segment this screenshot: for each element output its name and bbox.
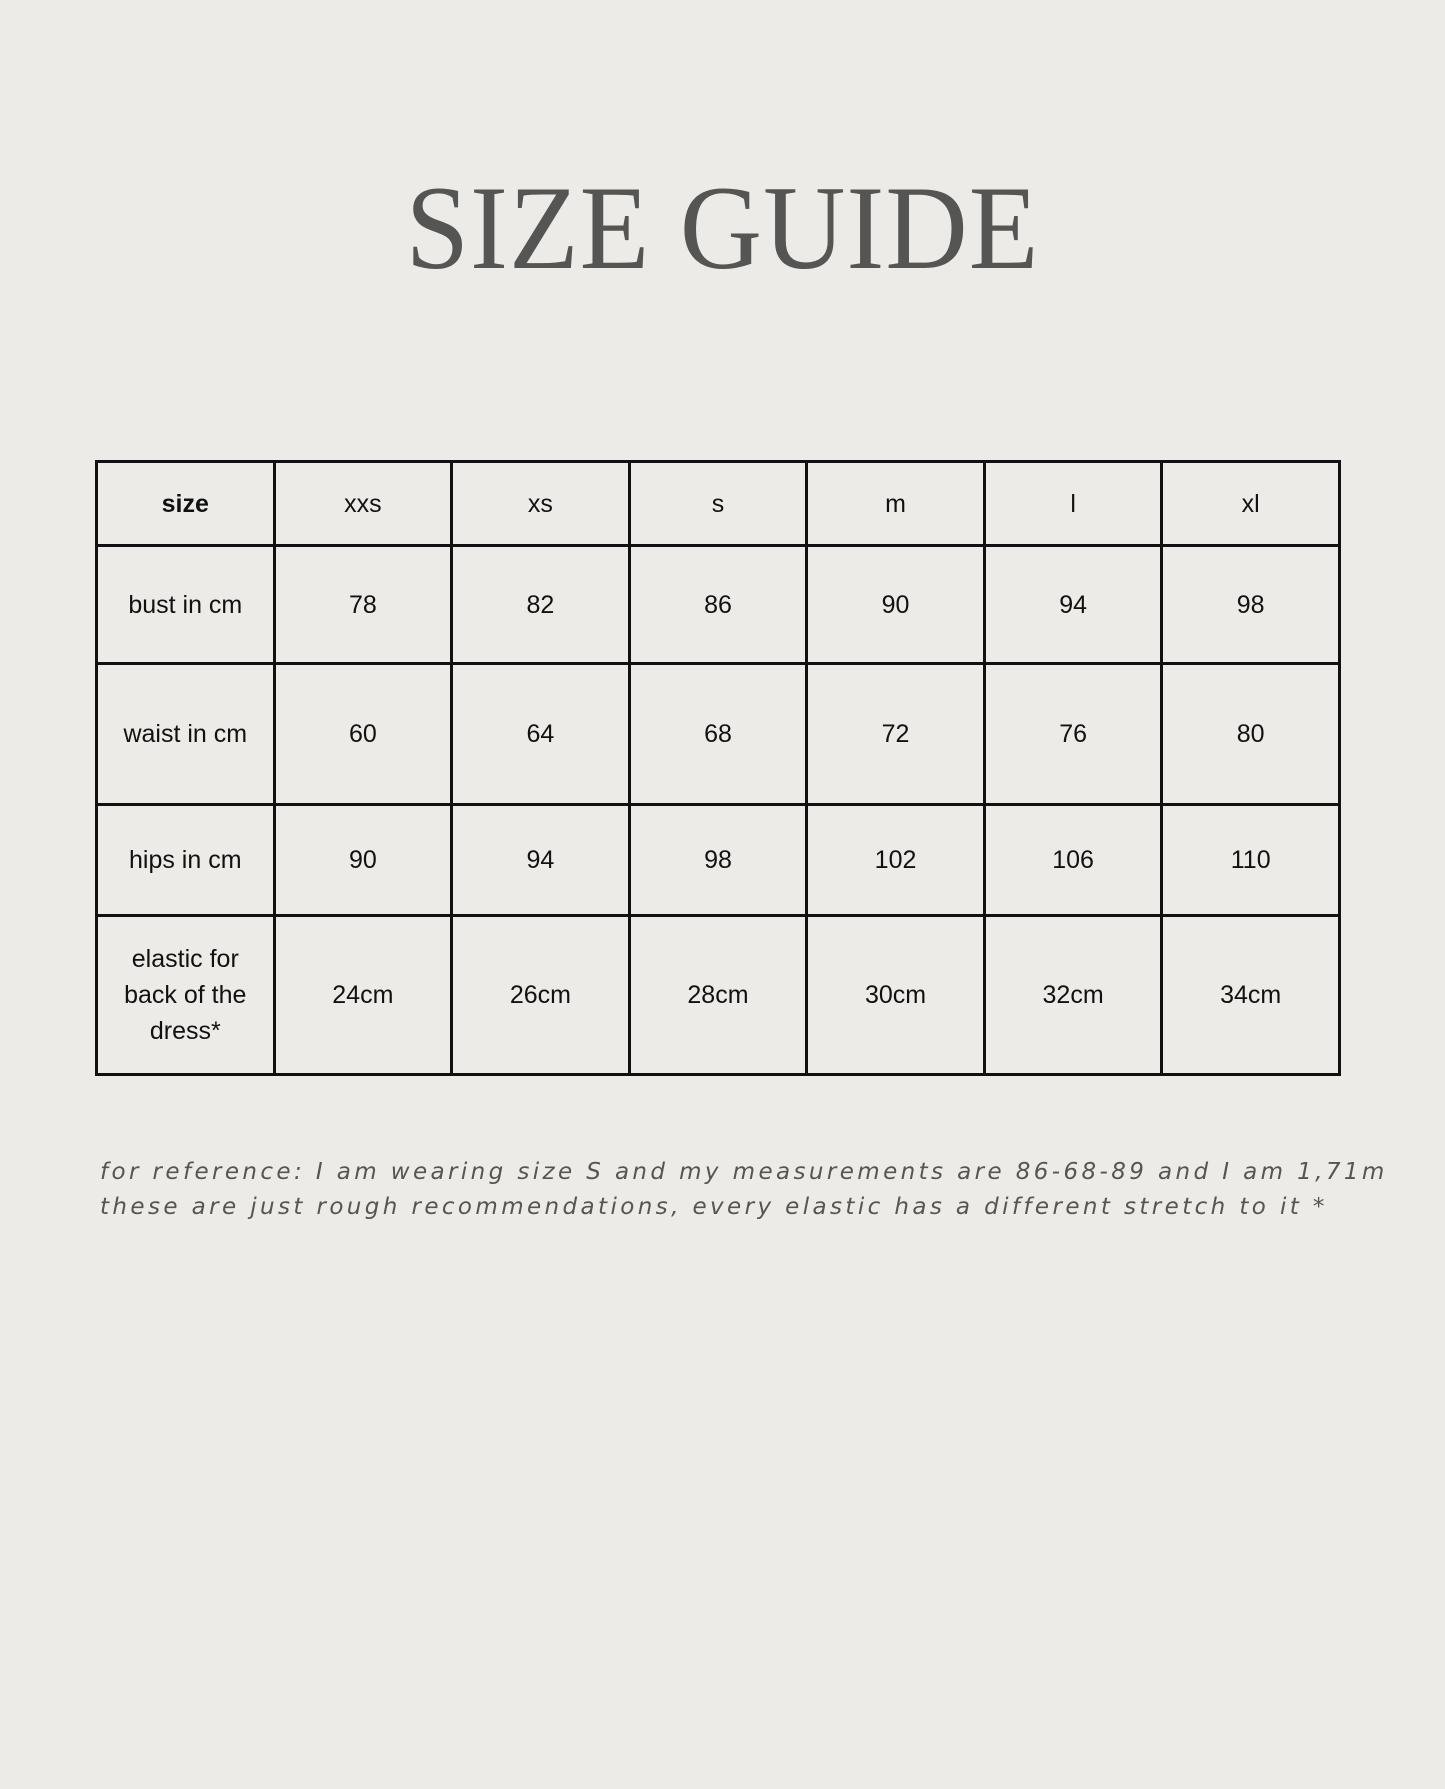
table-cell: 64 xyxy=(452,664,630,805)
header-cell-xs: xs xyxy=(452,462,630,546)
footnote-disclaimer-line: these are just rough recommendations, every elastic has a different stretch to it * xyxy=(100,1194,1328,1220)
header-cell-m: m xyxy=(807,462,985,546)
row-label: bust in cm xyxy=(97,546,275,664)
table-cell: 82 xyxy=(452,546,630,664)
footnote-reference-line: for reference: I am wearing size S and my measurements are 86-68-89 and I am 1,71m xyxy=(100,1159,1388,1185)
table-cell: 24cm xyxy=(274,916,452,1075)
table-cell: 102 xyxy=(807,805,985,916)
header-cell-l: l xyxy=(984,462,1162,546)
table-row-elastic xyxy=(97,916,1340,1075)
table-cell: 106 xyxy=(984,805,1162,916)
table-cell: 28cm xyxy=(629,916,807,1075)
table-cell: 110 xyxy=(1162,805,1340,916)
table-cell: 80 xyxy=(1162,664,1340,805)
table-cell: 76 xyxy=(984,664,1162,805)
table-cell: 94 xyxy=(984,546,1162,664)
table-cell: 34cm xyxy=(1162,916,1340,1075)
table-cell: 90 xyxy=(274,805,452,916)
table-cell: 26cm xyxy=(452,916,630,1075)
table-cell: 98 xyxy=(629,805,807,916)
footnote xyxy=(100,1155,1400,1225)
table-cell: 72 xyxy=(807,664,985,805)
table-row-bust xyxy=(97,546,1340,664)
table-cell: 94 xyxy=(452,805,630,916)
table-cell: 98 xyxy=(1162,546,1340,664)
table-row-hips xyxy=(97,805,1340,916)
row-label: elastic for back of the dress* xyxy=(97,916,275,1075)
table-cell: 32cm xyxy=(984,916,1162,1075)
table-row-waist xyxy=(97,664,1340,805)
table-cell: 86 xyxy=(629,546,807,664)
size-chart-table xyxy=(95,460,1341,1076)
header-cell-xl: xl xyxy=(1162,462,1340,546)
table-cell: 30cm xyxy=(807,916,985,1075)
table-cell: 78 xyxy=(274,546,452,664)
row-label: waist in cm xyxy=(97,664,275,805)
header-cell-size: size xyxy=(97,462,275,546)
table-cell: 68 xyxy=(629,664,807,805)
header-cell-xxs: xxs xyxy=(274,462,452,546)
table-header-row xyxy=(97,462,1340,546)
table-cell: 90 xyxy=(807,546,985,664)
page-title: SIZE GUIDE xyxy=(405,160,1040,295)
table-cell: 60 xyxy=(274,664,452,805)
header-cell-s: s xyxy=(629,462,807,546)
row-label: hips in cm xyxy=(97,805,275,916)
